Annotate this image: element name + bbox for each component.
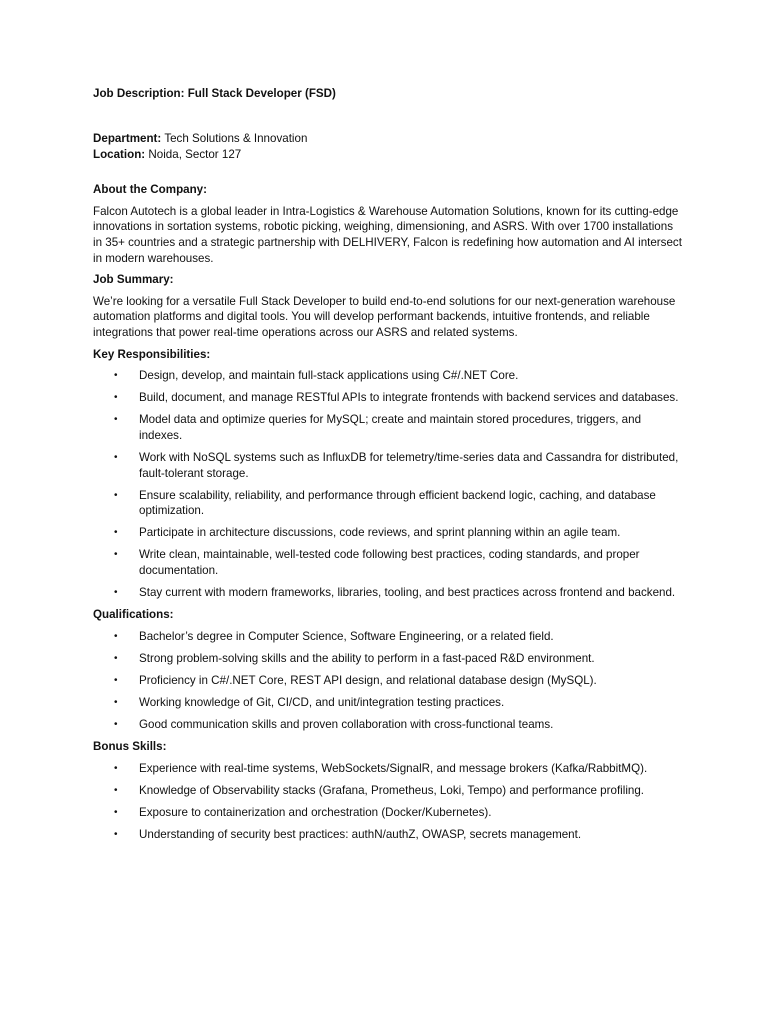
list-item-text: Strong problem-solving skills and the ability to perform in a fast-paced R&D environment. xyxy=(139,651,595,665)
qualifications-heading: Qualifications: xyxy=(93,608,174,622)
list-item xyxy=(93,695,683,711)
list-item-text: Working knowledge of Git, CI/CD, and unit/integration testing practices. xyxy=(139,696,505,710)
list-item xyxy=(93,761,683,777)
list-item xyxy=(93,547,683,578)
list-item-text: Bachelor’s degree in Computer Science, Software Engineering, or a related field. xyxy=(139,629,554,643)
list-item-text: Design, develop, and maintain full-stack applications using C#/.NET Core. xyxy=(139,369,519,383)
list-item-text: Write clean, maintainable, well-tested code following best practices, coding standards, and proper documentation. xyxy=(139,548,640,578)
list-item xyxy=(93,525,683,541)
qualifications-list xyxy=(93,629,683,733)
list-item-text: Work with NoSQL systems such as InfluxDB for telemetry/time-series data and Cassandra for distributed, fault-tolerant storage. xyxy=(139,451,679,480)
about-heading: About the Company: xyxy=(93,183,207,197)
list-item xyxy=(93,450,683,481)
bonus-heading: Bonus Skills: xyxy=(93,740,167,754)
bullet-icon: • xyxy=(114,652,118,664)
bullet-icon: • xyxy=(114,630,118,642)
bonus-list xyxy=(93,761,683,843)
bullet-icon: • xyxy=(114,829,118,841)
bullet-icon: • xyxy=(114,675,118,687)
list-item xyxy=(93,651,683,667)
list-item xyxy=(93,827,683,843)
department-label: Department: xyxy=(93,132,162,145)
list-item-text: Model data and optimize queries for MySQL; create and maintain stored procedures, triggers, and indexes. xyxy=(139,413,642,442)
list-item-text: Stay current with modern frameworks, libraries, tooling, and best practices across frontend and backend. xyxy=(139,586,676,600)
responsibilities-heading: Key Responsibilities: xyxy=(93,347,211,361)
location-value: Noida, Sector 127 xyxy=(148,147,242,161)
bullet-icon: • xyxy=(114,414,118,426)
bullet-icon: • xyxy=(114,785,118,796)
bullet-icon: • xyxy=(114,762,118,774)
list-item-text: Ensure scalability, reliability, and performance through efficient backend logic, caching, and database optimization. xyxy=(139,488,656,518)
document-title: Job Description: Full Stack Developer (FSD) xyxy=(93,87,336,100)
bullet-icon: • xyxy=(114,452,118,463)
list-item xyxy=(93,488,683,519)
list-item xyxy=(93,673,683,689)
list-item-text: Knowledge of Observability stacks (Grafana, Prometheus, Loki, Tempo) and performance profiling. xyxy=(139,784,645,797)
bullet-icon: • xyxy=(114,370,118,382)
list-item xyxy=(93,368,683,384)
list-item-text: Exposure to containerization and orchestration (Docker/Kubernetes). xyxy=(139,806,492,820)
department-value: Tech Solutions & Innovation xyxy=(164,132,308,145)
meta-block xyxy=(93,131,683,162)
list-item xyxy=(93,805,683,821)
list-item-text: Experience with real-time systems, WebSockets/SignalR, and message brokers (Kafka/RabbitMQ). xyxy=(139,761,648,775)
department-line xyxy=(93,131,683,147)
list-item-text: Understanding of security best practices: authN/authZ, OWASP, secrets management. xyxy=(139,828,582,842)
list-item-text: Proficiency in C#/.NET Core, REST API design, and relational database design (MySQL). xyxy=(139,674,597,688)
list-item xyxy=(93,629,683,645)
bullet-icon: • xyxy=(114,807,118,819)
bullet-icon: • xyxy=(114,697,118,709)
list-item xyxy=(93,783,683,799)
bullet-icon: • xyxy=(114,392,118,404)
list-item-text: Good communication skills and proven collaboration with cross-functional teams. xyxy=(139,718,554,732)
summary-heading: Job Summary: xyxy=(93,273,174,287)
bullet-icon: • xyxy=(114,527,118,539)
location-line xyxy=(93,147,683,163)
responsibilities-list xyxy=(93,368,683,601)
document-page xyxy=(93,86,683,849)
summary-text: We’re looking for a versatile Full Stack Developer to build end-to-end solutions for our next-generation warehouse automation platforms and digital tools. You will develop performant backends, intuitive frontends, and reliable integrations that power real-time operations across our ASRS and related systems. xyxy=(93,294,676,339)
bullet-icon: • xyxy=(114,587,118,599)
list-item xyxy=(93,717,683,733)
list-item xyxy=(93,412,683,443)
list-item-text: Build, document, and manage RESTful APIs to integrate frontends with backend services and databases. xyxy=(139,391,679,405)
bullet-icon: • xyxy=(114,549,118,561)
list-item-text: Participate in architecture discussions, code reviews, and sprint planning within an agile team. xyxy=(139,526,621,540)
location-label: Location: xyxy=(93,147,146,161)
list-item xyxy=(93,390,683,406)
bullet-icon: • xyxy=(114,719,118,731)
list-item xyxy=(93,585,683,601)
bullet-icon: • xyxy=(114,489,118,501)
about-text: Falcon Autotech is a global leader in Intra-Logistics & Warehouse Automation Solutions, known for its cutting-edge innovations in sortation systems, robotic picking, weighing, dimensioning, and ASRS. With over 1700 installations in 35+ countries and a strategic partnership with DELHIVERY, Falcon is redefining how automation and AI intersect in modern warehouses. xyxy=(93,204,682,265)
